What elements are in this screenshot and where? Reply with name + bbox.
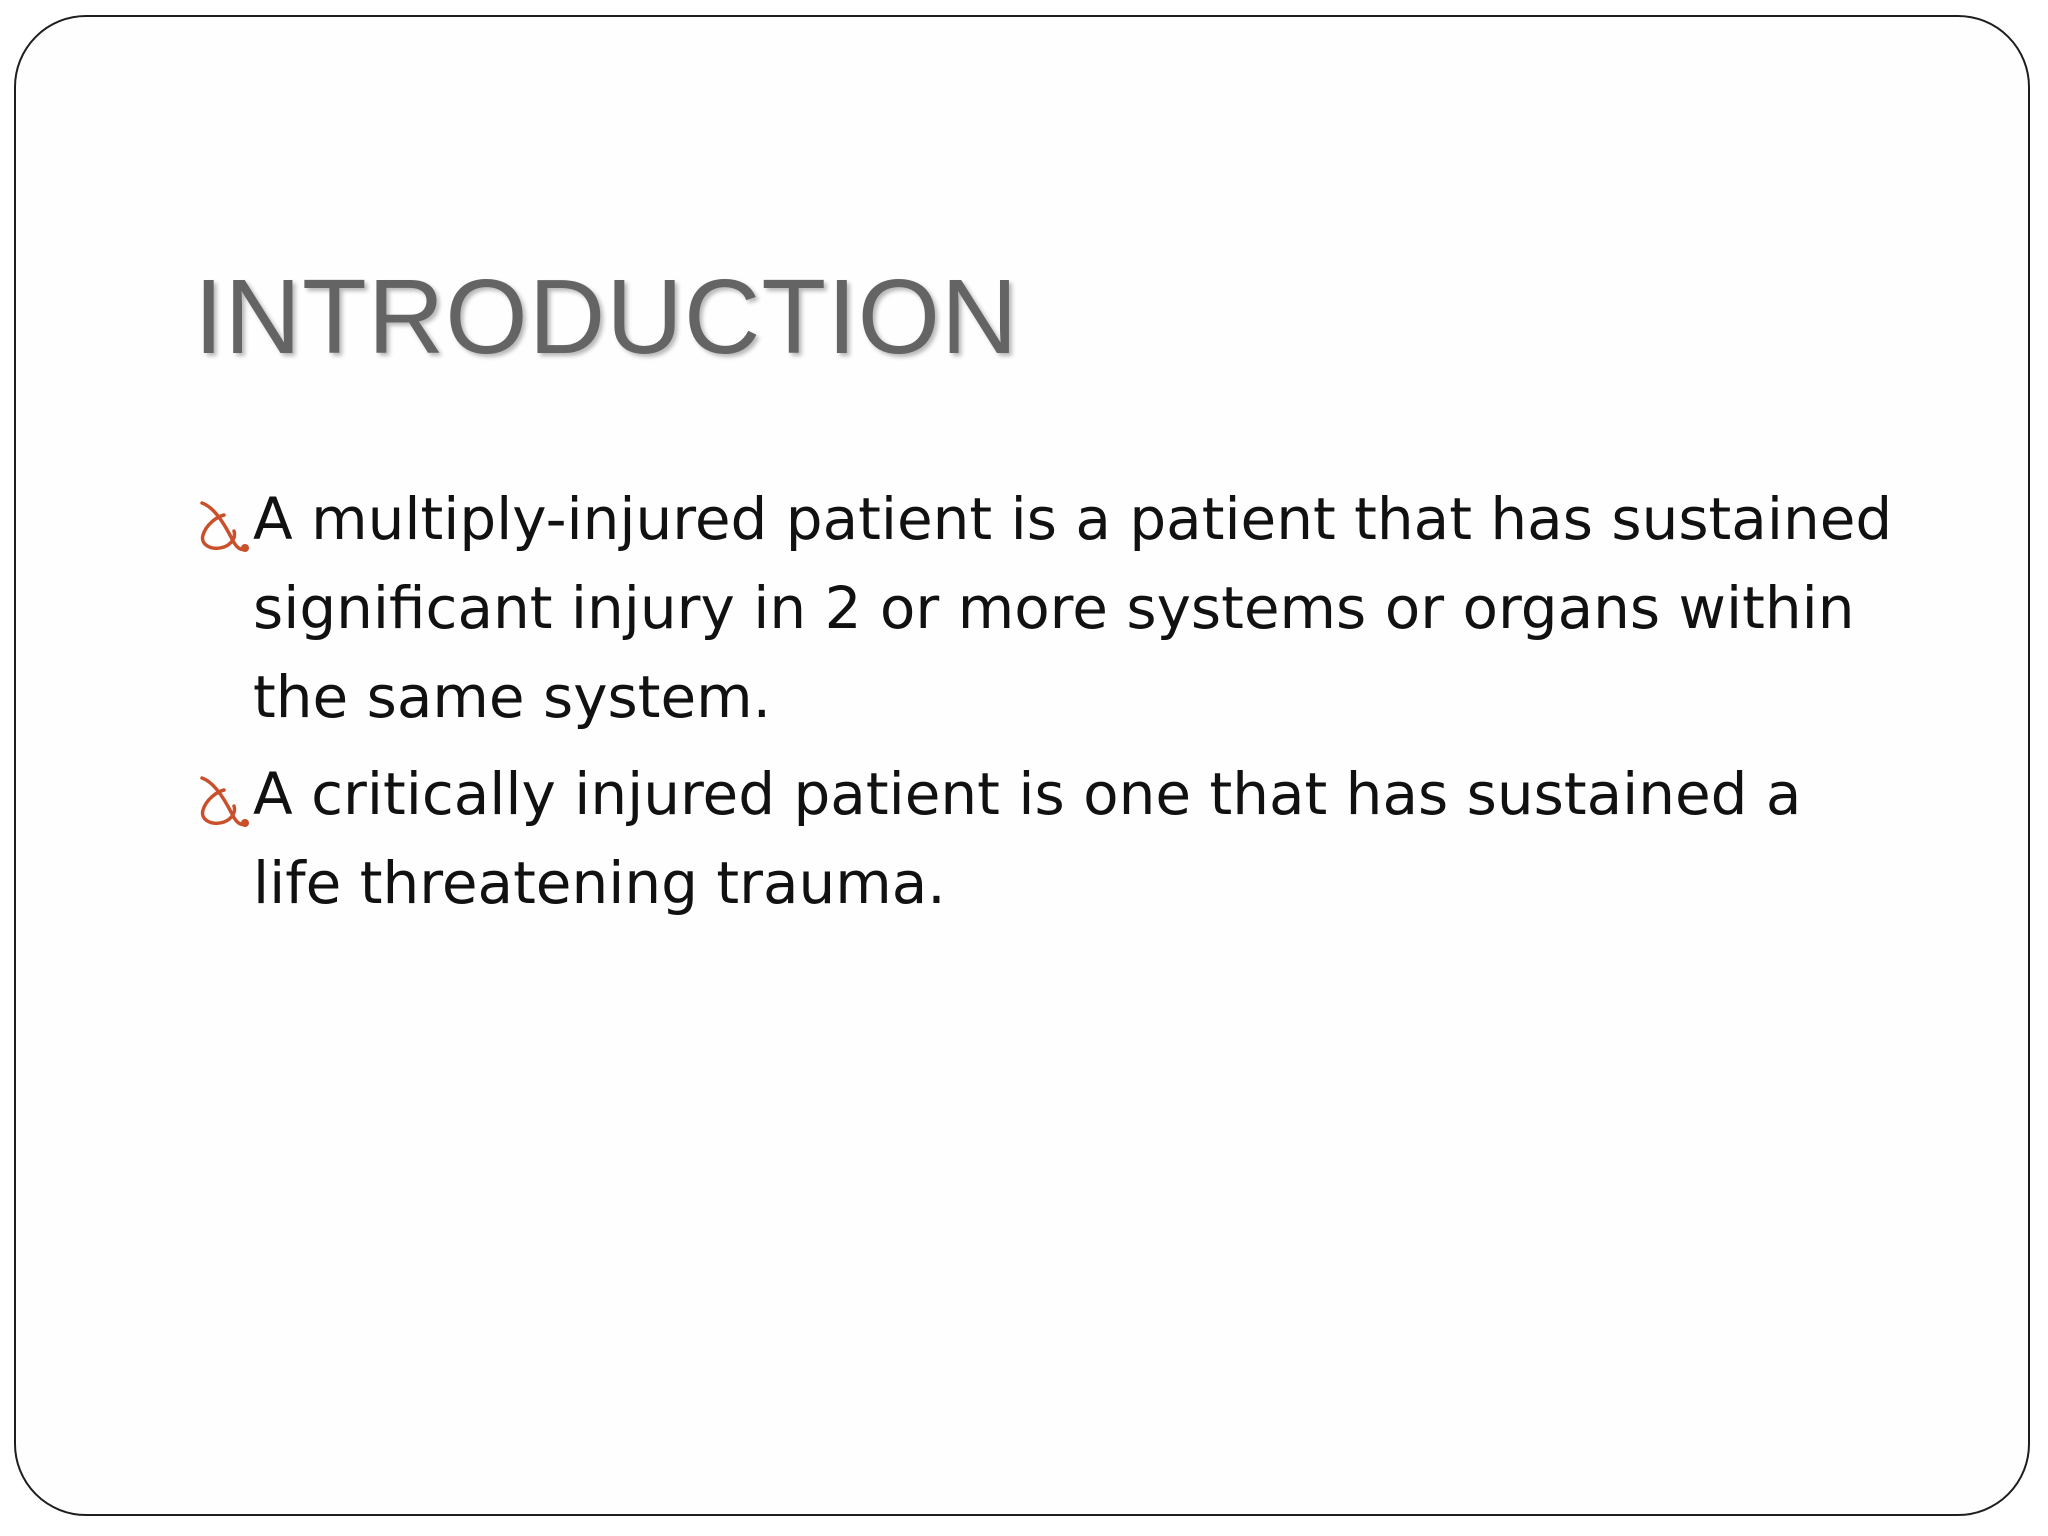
bullet-list bbox=[194, 475, 1894, 936]
bullet-item bbox=[194, 475, 1894, 742]
bullet-text: A multiply-injured patient is a patient that has sustained significant injury in 2 or more systems or organs within the same system. bbox=[253, 485, 1893, 731]
bullet-item bbox=[194, 750, 1894, 928]
bullet-text: A critically injured patient is one that has sustained a life threatening trauma. bbox=[253, 760, 1802, 917]
curly-bullet-icon bbox=[194, 772, 252, 830]
curly-bullet-icon bbox=[194, 497, 252, 555]
slide-title: INTRODUCTION bbox=[194, 258, 1019, 376]
slide bbox=[14, 15, 2030, 1516]
